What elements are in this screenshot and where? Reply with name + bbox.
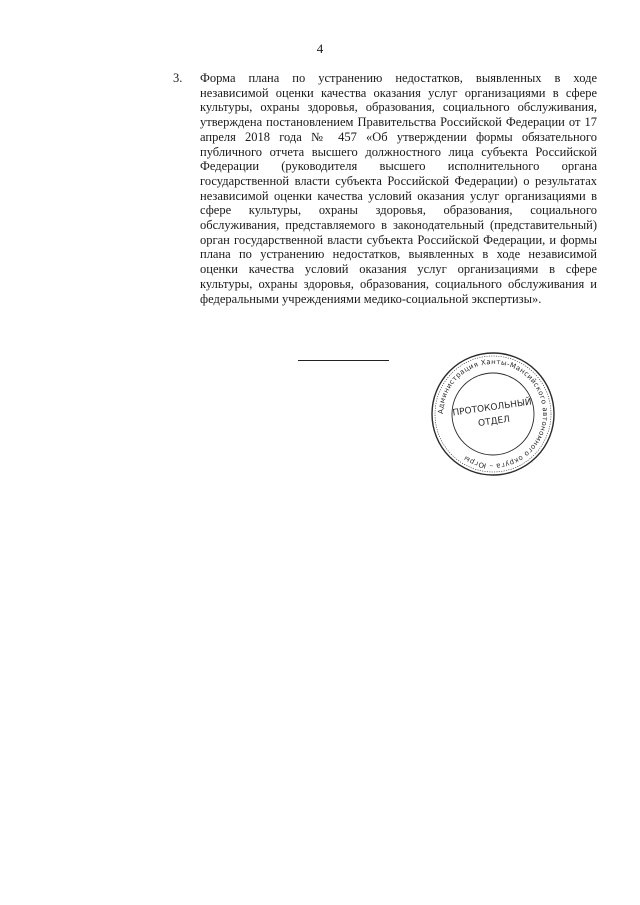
- official-stamp: [429, 350, 557, 478]
- page-number: 4: [316, 41, 324, 56]
- svg-text:ОТДЕЛ: ОТДЕЛ: [477, 414, 511, 430]
- stamp-seal-icon: [429, 350, 557, 478]
- svg-text:ПРОТОКОЛЬНЫЙ: ПРОТОКОЛЬНЫЙ: [451, 397, 533, 419]
- separator-line: [298, 360, 389, 361]
- list-item: [173, 71, 597, 306]
- item-number: 3.: [173, 71, 183, 85]
- svg-text:Администрация Ханты-Мансийског: Администрация Ханты-Мансийского автономного округа – Югры: [436, 357, 550, 471]
- item-text: Форма плана по устранению недостатков, выявленных в ходе независимой оценки качества оказания услуг организациями в сфере культуры, охраны здоровья, образования, социального обслуживания, утверждена постановлением Правительства Российской Федерации от 17 апреля 2018 года № 457 «Об утверждении формы обязательного публичного отчета высшего должностного лица субъекта Российской Федерации (руководителя высшего исполнительного органа государственной власти субъекта Российской Федерации) о результатах независимой оценки качества условий оказания услуг организациями в сфере культуры, охраны здоровья, образования, социального обслуживания, представляемого в законодательный (представительный) орган государственной власти субъекта Российской Федерации, и формы плана по устранению недостатков, выявленных в ходе независимой оценки качества условий оказания услуг организациями в сфере культуры, охраны здоровья, образования, социального обслуживания и федеральными учреждениями медико-социальной экспертизы».: [200, 71, 597, 306]
